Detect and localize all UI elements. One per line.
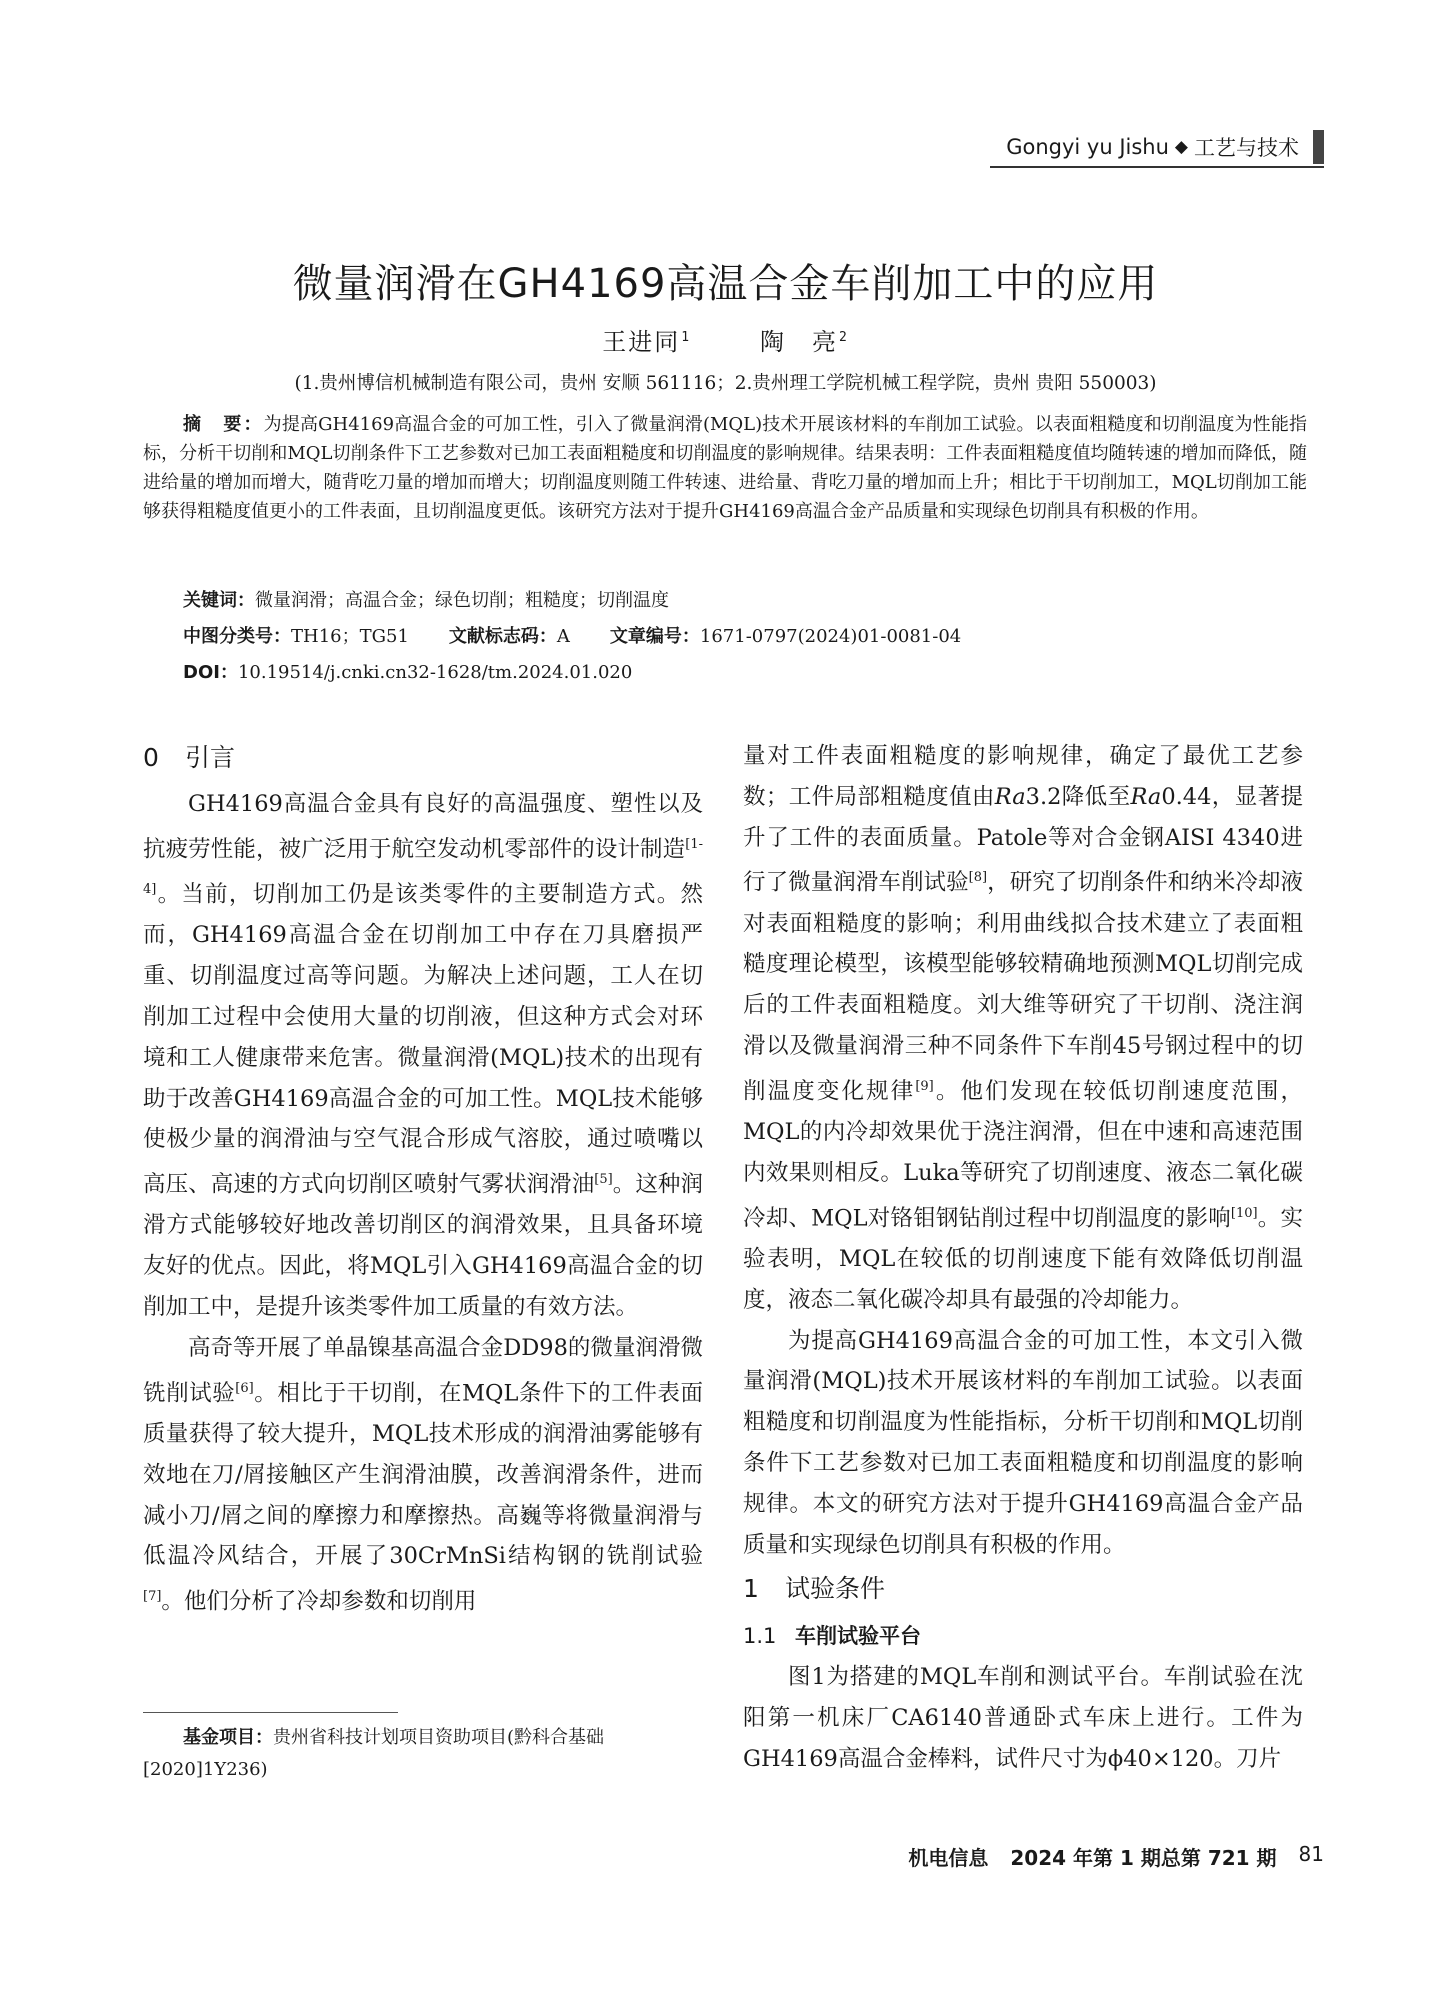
section-heading [743, 1567, 1303, 1611]
clc-value: TH16；TG51 [291, 626, 409, 647]
classification [183, 622, 1001, 648]
clc-label: 中图分类号： [183, 626, 291, 647]
section-number: 1 [743, 1574, 759, 1604]
footnote-label: 基金项目： [183, 1727, 273, 1748]
citation-link[interactable]: [5] [594, 1172, 613, 1188]
header-rule [990, 166, 1324, 168]
doi-label: DOI： [183, 662, 238, 683]
left-column [143, 736, 703, 1622]
affiliations: (1.贵州博信机械制造有限公司，贵州 安顺 561116；2.贵州理工学院机械工程学院，贵州 贵阳 550003) [294, 373, 1157, 394]
authors [0, 322, 1451, 357]
funding-footnote [143, 1722, 703, 1786]
citation-link[interactable]: [10] [1230, 1205, 1258, 1221]
keywords-label: 关键词： [183, 590, 255, 611]
running-header [1006, 130, 1324, 164]
author-affil-mark: 2 [838, 330, 849, 345]
article-number-value: 1671-0797(2024)01-0081-04 [699, 626, 962, 647]
article-number-label: 文章编号： [609, 626, 700, 647]
citation-link[interactable]: [6] [235, 1380, 254, 1396]
author-affil-mark: 1 [681, 330, 692, 345]
paragraph: 为提高GH4169高温合金的可加工性，本文引入微量润滑(MQL)技术开展该材料的车削加工试验。以表面粗糙度和切削温度为性能指标，分析干切削和MQL切削条件下工艺参数对已加工表面粗糙度和切削温度的影响规律。本文的研究方法对于提升GH4169高温合金产品质量和实现绿色切削具有积极的作用。 [743, 1327, 1303, 1558]
abstract [143, 410, 1307, 526]
doi-link[interactable]: 10.19514/j.cnki.cn32-1628/tm.2024.01.020 [237, 662, 633, 683]
footnote-rule [143, 1712, 398, 1713]
header-pinyin: Gongyi yu Jishu [1006, 135, 1169, 159]
page-footer [908, 1842, 1324, 1871]
keywords [183, 586, 669, 612]
paragraph: 高奇等开展了单晶镍基高温合金DD98的微量润滑微铣削试验[6]。相比于干切削，在MQL条件下的工件表面质量获得了较大提升，MQL技术形成的润滑油雾能够有效地在刀/屑接触区产生润滑油膜，改善润滑条件，进而减小刀/屑之间的摩擦力和摩擦热。高巍等将微量润滑与低温冷风结合，开展了30CrMnSi结构钢的铣削试验[7]。他们分析了冷却参数和切削用 [143, 1334, 703, 1615]
author-name: 陶 亮 [759, 328, 838, 356]
doc-code-label: 文献标志码： [448, 626, 557, 647]
paragraph: 量对工件表面粗糙度的影响规律，确定了最优工艺参数；工件局部粗糙度值由Ra3.2降低至Ra0.44，显著提升了工件的表面质量。Patole等对合金钢AISI 4340进行了微量润滑车削试验[8]，研究了切削条件和纳米冷却液对表面粗糙度的影响；利用曲线拟合技术建立了表面粗糙度理论模型，该模型能够较精确地预测MQL切削完成后的工件表面粗糙度。刘大维等研究了干切削、浇注润滑以及微量润滑三种不同条件下车削45号钢过程中的切削温度变化规律[9]。他们发现在较低切削速度范围，MQL的内冷却效果优于浇注润滑，但在中速和高速范围内效果则相反。Luka等研究了切削速度、液态二氧化碳冷却、MQL对铬钼钢钻削过程中切削温度的影响[10]。实验表明，MQL在较低的切削速度下能有效降低切削温度，液态二氧化碳冷却具有最强的冷却能力。 [743, 743, 1303, 1313]
issue-info: 2024 年第 1 期总第 721 期 [1010, 1846, 1277, 1870]
paper-title: 微量润滑在GH4169高温合金车削加工中的应用 [292, 261, 1159, 307]
diamond-icon: ◆ [1174, 137, 1188, 157]
paragraph: 图1为搭建的MQL车削和测试平台。车削试验在沈阳第一机床厂CA6140普通卧式车床上进行。工件为GH4169高温合金棒料，试件尺寸为ϕ40×120。刀片 [743, 1664, 1303, 1773]
doc-code-value: A [556, 626, 570, 647]
citation-link[interactable]: [8] [968, 870, 988, 886]
page-number: 81 [1298, 1842, 1324, 1866]
section-title: 试验条件 [785, 1574, 886, 1604]
author-name: 王进同 [602, 328, 681, 356]
citation-link[interactable]: [9] [915, 1078, 934, 1094]
section-number: 0 [143, 743, 159, 772]
header-bar [1313, 130, 1324, 164]
abstract-label: 摘 要： [183, 414, 264, 435]
right-column [743, 736, 1303, 1780]
paragraph: GH4169高温合金具有良好的高温强度、塑性以及抗疲劳性能，被广泛用于航空发动机零部件的设计制造[1-4]。当前，切削加工仍是该类零件的主要制造方式。然而，GH4169高温合金在切削加工中存在刀具磨损严重、切削温度过高等问题。为解决上述问题，工人在切削加工过程中会使用大量的切削液，但这种方式会对环境和工人健康带来危害。微量润滑(MQL)技术的出现有助于改善GH4169高温合金的可加工性。MQL技术能够使极少量的润滑油与空气混合形成气溶胶，通过喷嘴以高压、高速的方式向切削区喷射气雾状润滑油[5]。这种润滑方式能够较好地改善切削区的润滑效果，且具备环境友好的优点。因此，将MQL引入GH4169高温合金的切削加工中，是提升该类零件加工质量的有效方法。 [143, 791, 703, 1321]
subsection-title: 车削试验平台 [795, 1624, 921, 1649]
keywords-text: 微量润滑；高温合金；绿色切削；粗糙度；切削温度 [255, 590, 669, 611]
abstract-text: 为提高GH4169高温合金的可加工性，引入了微量润滑(MQL)技术开展该材料的车削加工试验。以表面粗糙度和切削温度为性能指标，分析干切削和MQL切削条件下工艺参数对已加工表面粗糙度和切削温度的影响规律。结果表明：工件表面粗糙度值均随转速的增加而降低，随进给量的增加而增大，随背吃刀量的增加而增大；切削温度则随工件转速、进给量、背吃刀量的增加而上升；相比于干切削加工，MQL切削加工能够获得粗糙度值更小的工件表面，且切削温度更低。该研究方法对于提升GH4169高温合金产品质量和实现绿色切削具有积极的作用。 [143, 414, 1307, 522]
journal-name: 机电信息 [908, 1846, 989, 1870]
header-section: 工艺与技术 [1194, 136, 1299, 160]
doi [183, 658, 632, 684]
section-heading [143, 736, 703, 780]
subsection-number: 1.1 [743, 1624, 777, 1649]
footnote-text: 贵州省科技计划项目资助项目(黔科合基础[2020]1Y236) [143, 1727, 605, 1780]
section-title: 引言 [185, 743, 236, 772]
citation-link[interactable]: [7] [143, 1589, 162, 1605]
citation-link[interactable]: [1-4] [143, 836, 703, 898]
subsection-heading [743, 1615, 1303, 1657]
